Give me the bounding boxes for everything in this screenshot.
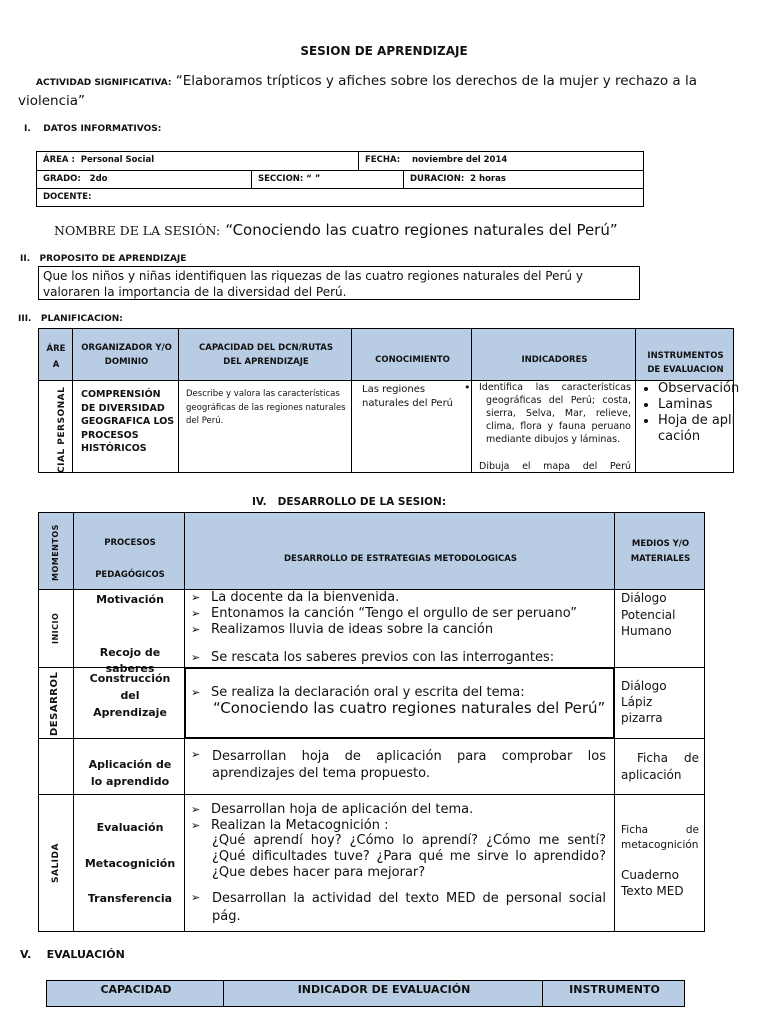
- salida-preguntas: ¿Qué aprendí hoy? ¿Cómo lo aprendí? ¿Cómo me sentí? ¿Qué dificultades tuve? ¿Para qué me sirve lo aprendido?¿Que debes hacer para mejorar?: [212, 833, 606, 880]
- inicio-item: ➢ Realizamos lluvia de ideas sobre la canción: [189, 622, 609, 638]
- session-name: [54, 220, 618, 239]
- dev-header-desarrollo: [184, 512, 615, 590]
- plan-area-text: CIAL PERSONAL: [57, 386, 67, 473]
- session-name-label: NOMBRE DE LA SESIÓN:: [54, 223, 221, 238]
- plan-conocimiento-text: Las regiones naturales del Perú: [362, 384, 454, 409]
- purpose-text: Que los niños y niñas identifiquen las riquezas de las cuatro regiones naturales del Perú y valoraren la importancia de la diversidad del Perú.: [43, 269, 583, 299]
- grado-cell: [36, 170, 252, 189]
- dev-header-procesos: [73, 512, 185, 590]
- inicio-moment: [38, 589, 74, 668]
- duracion-label: DURACION:: [410, 174, 465, 184]
- plan-indicador-2: Dibuja el mapa del Perú: [479, 461, 631, 472]
- plan-organizador-text: COMPRENSIÓN DE DIVERSIDAD GEOGRAFICA LOS PROCESOS HISTÓRICOS: [81, 389, 175, 454]
- dev-header-momentos: [38, 512, 74, 590]
- dev-header-medios-text: MEDIOS Y/O MATERIALES: [630, 539, 691, 564]
- area-value: Personal Social: [80, 155, 155, 165]
- plan-header-capacidad: [178, 328, 352, 381]
- session-name-value: “Conociendo las cuatro regiones naturales del Perú”: [225, 221, 618, 239]
- salida-moment-text: SALIDA: [51, 843, 61, 883]
- inicio-list: [189, 590, 609, 666]
- salida-proc-evaluacion: Evaluación: [96, 821, 164, 834]
- fecha-cell: [358, 151, 644, 171]
- bullet-dot-icon: •: [464, 381, 471, 394]
- aplicacion-moment: [38, 738, 74, 795]
- plan-header-indicadores: [471, 328, 636, 381]
- docente-cell: [36, 188, 644, 207]
- plan-header-capacidad-text: CAPACIDAD DEL DCN/RUTAS DEL APRENDIZAJE: [199, 343, 333, 367]
- inicio-desarrollo: [184, 589, 615, 668]
- fecha-value: noviembre del 2014: [411, 155, 508, 165]
- inicio-procesos: [73, 589, 185, 675]
- salida-list: [189, 802, 609, 834]
- salida-proc-transferencia: Transferencia: [87, 892, 173, 905]
- plan-cell-area: [38, 380, 73, 473]
- dev-header-procesos-text: PROCESOS PEDAGÓGICOS: [95, 538, 165, 580]
- arrow-icon: ➢: [191, 891, 201, 904]
- eval-header-capacidad-text: CAPACIDAD: [100, 983, 172, 996]
- desarrollo-desarrollo: [184, 667, 615, 739]
- desarrollo-item: ➢ Se realiza la declaración oral y escrita del tema:: [189, 685, 609, 701]
- salida-medios: [614, 794, 705, 932]
- inicio-proc-recojo: Recojo de saberes: [99, 646, 161, 675]
- docente-label: DOCENTE:: [43, 192, 92, 202]
- plan-header-instrumentos: [635, 328, 734, 381]
- inicio-medios-2: Potencial Humano: [621, 608, 676, 638]
- area-label: ÁREA :: [43, 155, 75, 165]
- section-3-heading: III. PLANIFICACION:: [18, 314, 123, 324]
- desarrollo-medios-2: Lápiz: [621, 695, 653, 709]
- plan-header-area-text: ÁRE A: [46, 344, 66, 370]
- plan-header-conocimiento-text: CONOCIMIENTO: [375, 355, 450, 365]
- section-5-heading: V. EVALUACIÓN: [20, 948, 125, 961]
- plan-indicador-1: Identifica las características geográficas del Perú; costa, sierra, Selva, Mar, relieve, clima, flora y fauna peruano mediante dibujos y láminas.: [479, 382, 631, 445]
- desarrollo-tema: “Conociendo las cuatro regiones naturales del Perú”: [213, 699, 606, 717]
- actividad-text: “Elaboramos trípticos y afiches sobre los derechos de la mujer y rechazo a la violencia”: [18, 73, 698, 109]
- aplicacion-procesos: [73, 738, 185, 795]
- eval-header-indicador-text: INDICADOR DE EVALUACIÓN: [297, 983, 471, 996]
- instrumento-item: • Laminas: [658, 397, 742, 413]
- plan-capacidad-text: Describe y valora las características geográficas de las regiones naturales del Perú.: [186, 389, 346, 426]
- inicio-moment-text: INICIO: [51, 612, 60, 644]
- page-title: SESION DE APRENDIZAJE: [300, 44, 468, 58]
- inicio-proc-motivacion: Motivación: [96, 593, 164, 606]
- dev-header-desarrollo-text: DESARROLLO DE ESTRATEGIAS METODOLOGICAS: [284, 554, 517, 564]
- aplicacion-medios-text: Ficha de aplicación: [621, 751, 699, 782]
- plan-header-area: [38, 328, 73, 381]
- purpose-box: [38, 266, 640, 300]
- plan-cell-organizador: [72, 380, 179, 473]
- duracion-cell: [403, 170, 644, 189]
- seccion-label: SECCION: “ ”: [258, 174, 321, 184]
- grado-value: 2do: [89, 174, 108, 184]
- salida-proc-metacognicion: Metacognición: [84, 857, 176, 870]
- duracion-value: 2 horas: [470, 174, 506, 184]
- fecha-label: FECHA:: [365, 155, 401, 165]
- actividad: [18, 72, 718, 110]
- instrumento-item: • Hoja de aplicación: [658, 413, 742, 445]
- inicio-medios: [614, 589, 705, 668]
- desarrollo-medios-1: Diálogo: [621, 679, 667, 693]
- desarrollo-medios: [614, 667, 705, 739]
- section-1-heading: I. DATOS INFORMATIVOS:: [24, 124, 162, 134]
- salida-procesos: [73, 794, 185, 932]
- plan-cell-indicadores: [471, 380, 636, 473]
- dev-header-medios: [614, 512, 705, 590]
- desarrollo-procesos: [73, 667, 185, 739]
- plan-header-conocimiento: [351, 328, 472, 381]
- inicio-medios-1: Diálogo: [621, 591, 667, 605]
- grado-label: GRADO:: [43, 174, 81, 184]
- inicio-item: ➢ La docente da la bienvenida.: [189, 590, 609, 606]
- salida-item: ➢ Realizan la Metacognición :: [189, 818, 609, 834]
- aplicacion-desarrollo: [184, 738, 615, 795]
- salida-medios-2: Cuaderno Texto MED: [621, 868, 684, 898]
- desarrollo-medios-3: pizarra: [621, 711, 663, 725]
- arrow-icon: ➢: [191, 748, 201, 761]
- plan-cell-capacidad: [178, 380, 352, 473]
- eval-header-capacidad: [46, 980, 224, 1007]
- area-cell: [36, 151, 359, 171]
- plan-instrumentos-list: [640, 381, 742, 445]
- salida-medios-1: Ficha de metacognición: [621, 824, 699, 851]
- seccion-cell: [251, 170, 404, 189]
- eval-header-instrumento: [542, 980, 685, 1007]
- plan-header-indicadores-text: INDICADORES: [521, 355, 588, 365]
- section-2-heading: II. PROPOSITO DE APRENDIZAJE: [20, 254, 187, 264]
- salida-item: ➢ Desarrollan hoja de aplicación del tema.: [189, 802, 609, 818]
- inicio-item: ➢ Se rescata los saberes previos con las interrogantes:: [189, 650, 609, 666]
- plan-header-organizador-text: ORGANIZADOR Y/O DOMINIO: [81, 343, 172, 367]
- desarrollo-moment-text: DESARROL: [49, 671, 60, 736]
- aplicacion-medios: [614, 738, 705, 795]
- plan-cell-instrumentos: [635, 380, 740, 473]
- aplicacion-proc: Aplicación de lo aprendido: [88, 758, 172, 788]
- eval-header-instrumento-text: INSTRUMENTO: [569, 983, 660, 996]
- plan-cell-conocimiento: [351, 380, 472, 473]
- desarrollo-moment: [38, 667, 74, 739]
- aplicacion-item: Desarrollan hoja de aplicación para comprobar los aprendizajes del tema propuesto.: [212, 749, 606, 781]
- inicio-item: ➢ Entonamos la canción “Tengo el orgullo de ser peruano”: [189, 606, 609, 622]
- dev-header-momentos-text: MOMENTOS: [51, 524, 60, 581]
- plan-header-instrumentos-text: INSTRUMENTOS DE EVALUACION: [647, 351, 724, 375]
- salida-item-3: Desarrollan la actividad del texto MED de personal social pág.: [212, 891, 606, 924]
- plan-header-organizador: [72, 328, 179, 381]
- actividad-label: ACTIVIDAD SIGNIFICATIVA:: [36, 78, 172, 88]
- salida-desarrollo: [184, 794, 615, 932]
- salida-moment: [38, 794, 74, 932]
- desarrollo-proc-construccion: Construcción del Aprendizaje: [89, 672, 171, 719]
- section-4-heading: IV. DESARROLLO DE LA SESION:: [252, 496, 447, 508]
- eval-header-indicador: [223, 980, 543, 1007]
- instrumento-item: • Observación: [658, 381, 742, 397]
